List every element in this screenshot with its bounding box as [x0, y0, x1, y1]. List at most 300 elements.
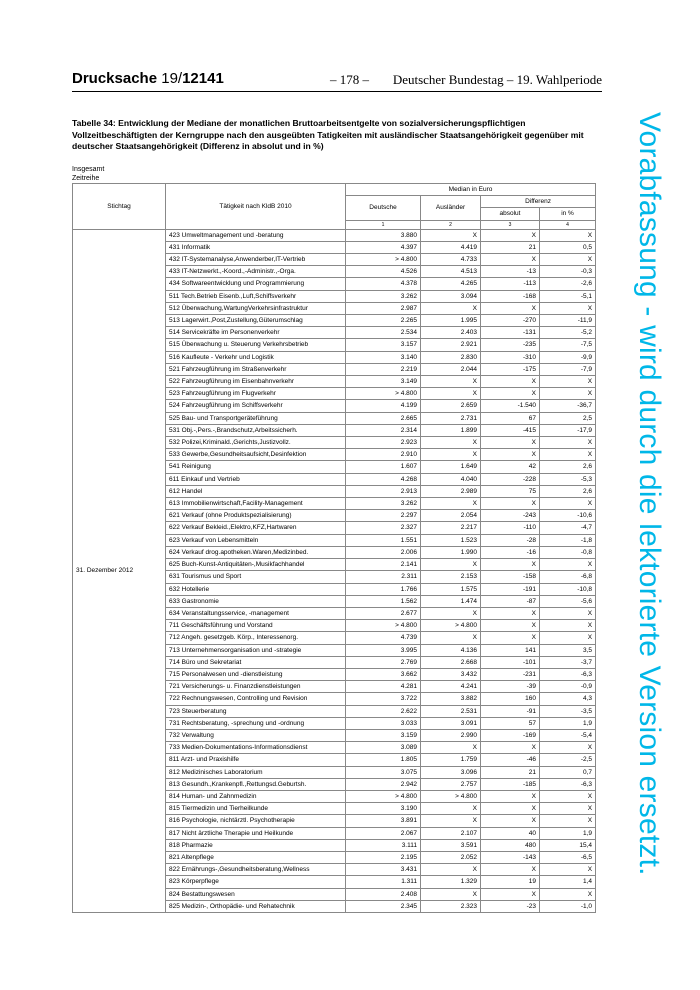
- taetigkeit-cell: 613 Immobilienwirtschaft,Facility-Management: [166, 498, 346, 510]
- auslaender-cell: X: [421, 607, 481, 619]
- taetigkeit-cell: 624 Verkauf drog.apotheken.Waren,Medizinbed.: [166, 546, 346, 558]
- auslaender-cell: 1.995: [421, 315, 481, 327]
- prozent-cell: 0,5: [540, 241, 596, 253]
- table-title: Tabelle 34: Entwicklung der Mediane der monatlichen Bruttoarbeitsentgelte von sozialversicherungspflichtigen Vollzeitbeschäftigten der Kerngruppe nach den ausgeübten Tatigkeiten mit ausländischer Staatsangehörigkeit gegenüber mit deutscher Staatsangehörigkeit (Differenz in absolut und in %): [72, 118, 584, 151]
- deutsche-cell: 3.111: [346, 839, 421, 851]
- document-number: [72, 70, 224, 87]
- absolut-cell: X: [481, 790, 540, 802]
- absolut-cell: -131: [481, 327, 540, 339]
- deutsche-cell: 3.149: [346, 376, 421, 388]
- taetigkeit-cell: 515 Überwachung u. Steuerung Verkehrsbetrieb: [166, 339, 346, 351]
- absolut-cell: 42: [481, 461, 540, 473]
- taetigkeit-cell: 623 Verkauf von Lebensmitteln: [166, 534, 346, 546]
- prozent-cell: -5,4: [540, 729, 596, 741]
- absolut-cell: X: [481, 815, 540, 827]
- deutsche-cell: 3.262: [346, 290, 421, 302]
- col-auslaender: Ausländer: [421, 196, 481, 220]
- prozent-cell: -10,6: [540, 510, 596, 522]
- page-number: – 178 –: [330, 72, 369, 87]
- prozent-cell: -6,3: [540, 778, 596, 790]
- deutsche-cell: 3.157: [346, 339, 421, 351]
- deutsche-cell: 2.622: [346, 705, 421, 717]
- taetigkeit-cell: 525 Bau- und Transportgeräteführung: [166, 412, 346, 424]
- taetigkeit-cell: 622 Verkauf Bekleid.,Elektro,KFZ,Hartwaren: [166, 522, 346, 534]
- prozent-cell: X: [540, 229, 596, 241]
- prozent-cell: -2,5: [540, 754, 596, 766]
- absolut-cell: 480: [481, 839, 540, 851]
- auslaender-cell: 1.523: [421, 534, 481, 546]
- col-number-4: 4: [540, 220, 596, 229]
- deutsche-cell: 3.140: [346, 351, 421, 363]
- deutsche-cell: 3.880: [346, 229, 421, 241]
- auslaender-cell: 3.096: [421, 766, 481, 778]
- prozent-cell: -0,9: [540, 681, 596, 693]
- taetigkeit-cell: 816 Psychologie, nichtärztl. Psychotherapie: [166, 815, 346, 827]
- prozent-cell: -9,9: [540, 351, 596, 363]
- draft-watermark: [630, 112, 685, 902]
- auslaender-cell: 2.044: [421, 363, 481, 375]
- prozent-cell: X: [540, 815, 596, 827]
- col-differenz: Differenz: [481, 196, 596, 208]
- deutsche-cell: 2.314: [346, 424, 421, 436]
- deutsche-cell: 2.067: [346, 827, 421, 839]
- deutsche-cell: 1.607: [346, 461, 421, 473]
- deutsche-cell: 3.431: [346, 864, 421, 876]
- absolut-cell: -39: [481, 681, 540, 693]
- absolut-cell: -91: [481, 705, 540, 717]
- taetigkeit-cell: 731 Rechtsberatung, -sprechung und -ordnung: [166, 717, 346, 729]
- prozent-cell: X: [540, 388, 596, 400]
- taetigkeit-cell: 813 Gesundh.,Krankenpfl.,Rettungsd.Geburtsh.: [166, 778, 346, 790]
- auslaender-cell: X: [421, 742, 481, 754]
- prozent-cell: X: [540, 620, 596, 632]
- auslaender-cell: 2.830: [421, 351, 481, 363]
- absolut-cell: -23: [481, 900, 540, 912]
- auslaender-cell: X: [421, 803, 481, 815]
- absolut-cell: X: [481, 803, 540, 815]
- auslaender-cell: X: [421, 888, 481, 900]
- auslaender-cell: X: [421, 388, 481, 400]
- col-absolut: absolut: [481, 208, 540, 220]
- taetigkeit-cell: 714 Büro und Sekretariat: [166, 656, 346, 668]
- deutsche-cell: 2.006: [346, 546, 421, 558]
- deutsche-cell: 2.769: [346, 656, 421, 668]
- deutsche-cell: 4.397: [346, 241, 421, 253]
- deutsche-cell: 3.190: [346, 803, 421, 815]
- meta-insgesamt: Insgesamt: [72, 166, 105, 173]
- taetigkeit-cell: 516 Kaufleute - Verkehr und Logistik: [166, 351, 346, 363]
- absolut-cell: -110: [481, 522, 540, 534]
- absolut-cell: X: [481, 254, 540, 266]
- auslaender-cell: 4.241: [421, 681, 481, 693]
- prozent-cell: 15,4: [540, 839, 596, 851]
- auslaender-cell: 1.899: [421, 424, 481, 436]
- absolut-cell: -235: [481, 339, 540, 351]
- auslaender-cell: 2.990: [421, 729, 481, 741]
- taetigkeit-cell: 522 Fahrzeugführung im Eisenbahnverkehr: [166, 376, 346, 388]
- auslaender-cell: 3.432: [421, 668, 481, 680]
- taetigkeit-cell: 512 Überwachung,WartungVerkehrsinfrastruktur: [166, 302, 346, 314]
- header-rule: [72, 91, 602, 92]
- taetigkeit-cell: 818 Pharmazie: [166, 839, 346, 851]
- taetigkeit-cell: 625 Buch-Kunst-Antiquitäten-,Musikfachhandel: [166, 559, 346, 571]
- prozent-cell: -6,5: [540, 851, 596, 863]
- data-table: [72, 183, 596, 913]
- prozent-cell: 1,4: [540, 876, 596, 888]
- auslaender-cell: 2.989: [421, 485, 481, 497]
- page-header: [72, 70, 602, 92]
- absolut-cell: X: [481, 888, 540, 900]
- absolut-cell: X: [481, 607, 540, 619]
- taetigkeit-cell: 511 Tech.Betrieb Eisenb.,Luft,Schiffsverkehr: [166, 290, 346, 302]
- auslaender-cell: > 4.800: [421, 620, 481, 632]
- prozent-cell: -5,6: [540, 595, 596, 607]
- deutsche-cell: 4.268: [346, 473, 421, 485]
- taetigkeit-cell: 631 Tourismus und Sport: [166, 571, 346, 583]
- absolut-cell: 57: [481, 717, 540, 729]
- taetigkeit-cell: 621 Verkauf (ohne Produktspezialisierung): [166, 510, 346, 522]
- prozent-cell: 1,9: [540, 827, 596, 839]
- absolut-cell: -113: [481, 278, 540, 290]
- prozent-cell: X: [540, 498, 596, 510]
- taetigkeit-cell: 523 Fahrzeugführung im Flugverkehr: [166, 388, 346, 400]
- absolut-cell: 75: [481, 485, 540, 497]
- auslaender-cell: 1.759: [421, 754, 481, 766]
- absolut-cell: -185: [481, 778, 540, 790]
- prozent-cell: -3,7: [540, 656, 596, 668]
- auslaender-cell: 2.531: [421, 705, 481, 717]
- taetigkeit-cell: 532 Polizei,Kriminald.,Gerichts,Justizvollz.: [166, 437, 346, 449]
- auslaender-cell: 4.419: [421, 241, 481, 253]
- deutsche-cell: 1.805: [346, 754, 421, 766]
- auslaender-cell: X: [421, 437, 481, 449]
- absolut-cell: X: [481, 376, 540, 388]
- absolut-cell: X: [481, 229, 540, 241]
- deutsche-cell: 3.995: [346, 644, 421, 656]
- auslaender-cell: X: [421, 302, 481, 314]
- auslaender-cell: 4.733: [421, 254, 481, 266]
- deutsche-cell: 3.722: [346, 693, 421, 705]
- auslaender-cell: X: [421, 864, 481, 876]
- absolut-cell: X: [481, 449, 540, 461]
- deutsche-cell: 3.891: [346, 815, 421, 827]
- absolut-cell: -168: [481, 290, 540, 302]
- taetigkeit-cell: 431 Informatik: [166, 241, 346, 253]
- deutsche-cell: 3.159: [346, 729, 421, 741]
- draft-watermark-text: Vorabfassung - wird durch die lektorierte Version ersetzt.: [633, 112, 666, 876]
- deutsche-cell: 4.281: [346, 681, 421, 693]
- deutsche-cell: 2.345: [346, 900, 421, 912]
- col-number-3: 3: [481, 220, 540, 229]
- absolut-cell: X: [481, 620, 540, 632]
- taetigkeit-cell: 811 Arzt- und Praxishilfe: [166, 754, 346, 766]
- absolut-cell: -169: [481, 729, 540, 741]
- auslaender-cell: > 4.800: [421, 790, 481, 802]
- taetigkeit-cell: 732 Verwaltung: [166, 729, 346, 741]
- auslaender-cell: X: [421, 632, 481, 644]
- absolut-cell: -191: [481, 583, 540, 595]
- deutsche-cell: 1.551: [346, 534, 421, 546]
- absolut-cell: X: [481, 632, 540, 644]
- taetigkeit-cell: 632 Hotellerie: [166, 583, 346, 595]
- table-row: [73, 229, 596, 241]
- auslaender-cell: 2.757: [421, 778, 481, 790]
- absolut-cell: X: [481, 302, 540, 314]
- prozent-cell: X: [540, 803, 596, 815]
- auslaender-cell: 2.731: [421, 412, 481, 424]
- prozent-cell: -1,8: [540, 534, 596, 546]
- col-taetigkeit: Tätigkeit nach KldB 2010: [166, 184, 346, 230]
- taetigkeit-cell: 713 Unternehmensorganisation und -strategie: [166, 644, 346, 656]
- deutsche-cell: 2.987: [346, 302, 421, 314]
- absolut-cell: 141: [481, 644, 540, 656]
- taetigkeit-cell: 611 Einkauf und Vertrieb: [166, 473, 346, 485]
- prozent-cell: 0,7: [540, 766, 596, 778]
- taetigkeit-cell: 513 Lagerwirt.,Post,Zustellung,Güterumschlag: [166, 315, 346, 327]
- absolut-cell: -231: [481, 668, 540, 680]
- prozent-cell: -7,9: [540, 363, 596, 375]
- stichtag-cell: 31. Dezember 2012: [73, 229, 166, 912]
- taetigkeit-cell: 821 Altenpflege: [166, 851, 346, 863]
- absolut-cell: 21: [481, 766, 540, 778]
- absolut-cell: 160: [481, 693, 540, 705]
- taetigkeit-cell: 721 Versicherungs- u. Finanzdienstleistungen: [166, 681, 346, 693]
- taetigkeit-cell: 524 Fahrzeugführung im Schiffsverkehr: [166, 400, 346, 412]
- auslaender-cell: 3.882: [421, 693, 481, 705]
- absolut-cell: -243: [481, 510, 540, 522]
- prozent-cell: X: [540, 376, 596, 388]
- deutsche-cell: 4.739: [346, 632, 421, 644]
- auslaender-cell: 2.323: [421, 900, 481, 912]
- session-label: 19/: [161, 70, 183, 87]
- taetigkeit-cell: 541 Reinigung: [166, 461, 346, 473]
- auslaender-cell: X: [421, 498, 481, 510]
- auslaender-cell: 2.217: [421, 522, 481, 534]
- auslaender-cell: 1.649: [421, 461, 481, 473]
- deutsche-cell: > 4.800: [346, 620, 421, 632]
- absolut-cell: X: [481, 742, 540, 754]
- taetigkeit-cell: 533 Gewerbe,Gesundheitsaufsicht,Desinfektion: [166, 449, 346, 461]
- taetigkeit-cell: 815 Tiermedizin und Tierheilkunde: [166, 803, 346, 815]
- absolut-cell: -16: [481, 546, 540, 558]
- auslaender-cell: 4.513: [421, 266, 481, 278]
- auslaender-cell: 2.668: [421, 656, 481, 668]
- auslaender-cell: 4.265: [421, 278, 481, 290]
- prozent-cell: X: [540, 888, 596, 900]
- auslaender-cell: 2.054: [421, 510, 481, 522]
- taetigkeit-cell: 812 Medizinisches Laboratorium: [166, 766, 346, 778]
- auslaender-cell: 2.921: [421, 339, 481, 351]
- auslaender-cell: X: [421, 449, 481, 461]
- taetigkeit-cell: 712 Angeh. gesetzgeb. Körp., Interessenorg.: [166, 632, 346, 644]
- auslaender-cell: X: [421, 376, 481, 388]
- prozent-cell: 2,6: [540, 461, 596, 473]
- auslaender-cell: 3.591: [421, 839, 481, 851]
- deutsche-cell: 2.219: [346, 363, 421, 375]
- deutsche-cell: 2.141: [346, 559, 421, 571]
- deutsche-cell: 2.534: [346, 327, 421, 339]
- taetigkeit-cell: 633 Gastronomie: [166, 595, 346, 607]
- deutsche-cell: 4.526: [346, 266, 421, 278]
- taetigkeit-cell: 514 Servicekräfte im Personenverkehr: [166, 327, 346, 339]
- prozent-cell: X: [540, 559, 596, 571]
- taetigkeit-cell: 612 Handel: [166, 485, 346, 497]
- deutsche-cell: 2.942: [346, 778, 421, 790]
- absolut-cell: -415: [481, 424, 540, 436]
- deutsche-cell: 2.408: [346, 888, 421, 900]
- deutsche-cell: > 4.800: [346, 790, 421, 802]
- deutsche-cell: 2.297: [346, 510, 421, 522]
- deutsche-cell: 2.311: [346, 571, 421, 583]
- deutsche-cell: 2.195: [346, 851, 421, 863]
- taetigkeit-cell: 817 Nicht ärztliche Therapie und Heilkunde: [166, 827, 346, 839]
- deutsche-cell: 2.665: [346, 412, 421, 424]
- deutsche-cell: 3.033: [346, 717, 421, 729]
- prozent-cell: 1,9: [540, 717, 596, 729]
- absolut-cell: -270: [481, 315, 540, 327]
- deutsche-cell: 3.075: [346, 766, 421, 778]
- auslaender-cell: 2.659: [421, 400, 481, 412]
- auslaender-cell: 3.091: [421, 717, 481, 729]
- col-number-1: 1: [346, 220, 421, 229]
- prozent-cell: -7,5: [540, 339, 596, 351]
- deutsche-cell: 1.562: [346, 595, 421, 607]
- prozent-cell: 4,3: [540, 693, 596, 705]
- absolut-cell: 19: [481, 876, 540, 888]
- prozent-cell: X: [540, 864, 596, 876]
- taetigkeit-cell: 433 IT-Netzwerkt.,-Koord.,-Administr.,-Orga.: [166, 266, 346, 278]
- auslaender-cell: 4.040: [421, 473, 481, 485]
- prozent-cell: X: [540, 790, 596, 802]
- auslaender-cell: 1.575: [421, 583, 481, 595]
- deutsche-cell: 2.913: [346, 485, 421, 497]
- taetigkeit-cell: 423 Umweltmanagement und -beratung: [166, 229, 346, 241]
- taetigkeit-cell: 634 Veranstaltungsservice, -management: [166, 607, 346, 619]
- absolut-cell: -1.540: [481, 400, 540, 412]
- auslaender-cell: 1.990: [421, 546, 481, 558]
- auslaender-cell: X: [421, 559, 481, 571]
- taetigkeit-cell: 824 Bestattungswesen: [166, 888, 346, 900]
- deutsche-cell: 3.262: [346, 498, 421, 510]
- prozent-cell: -5,2: [540, 327, 596, 339]
- prozent-cell: -6,3: [540, 668, 596, 680]
- taetigkeit-cell: 531 Obj.-,Pers.-,Brandschutz,Arbeitssicherh.: [166, 424, 346, 436]
- prozent-cell: -1,0: [540, 900, 596, 912]
- col-prozent: in %: [540, 208, 596, 220]
- prozent-cell: 3,5: [540, 644, 596, 656]
- auslaender-cell: 2.107: [421, 827, 481, 839]
- prozent-cell: -0,3: [540, 266, 596, 278]
- absolut-cell: -87: [481, 595, 540, 607]
- auslaender-cell: 4.136: [421, 644, 481, 656]
- absolut-cell: -28: [481, 534, 540, 546]
- absolut-cell: 67: [481, 412, 540, 424]
- taetigkeit-cell: 823 Körperpflege: [166, 876, 346, 888]
- taetigkeit-cell: 432 IT-Systemanalyse,Anwenderber,IT-Vertrieb: [166, 254, 346, 266]
- absolut-cell: -101: [481, 656, 540, 668]
- auslaender-cell: 1.329: [421, 876, 481, 888]
- prozent-cell: -17,9: [540, 424, 596, 436]
- deutsche-cell: 1.311: [346, 876, 421, 888]
- absolut-cell: X: [481, 864, 540, 876]
- absolut-cell: -175: [481, 363, 540, 375]
- absolut-cell: 40: [481, 827, 540, 839]
- auslaender-cell: 2.052: [421, 851, 481, 863]
- taetigkeit-cell: 814 Human- und Zahnmedizin: [166, 790, 346, 802]
- col-number-2: 2: [421, 220, 481, 229]
- prozent-cell: -10,8: [540, 583, 596, 595]
- deutsche-cell: 3.089: [346, 742, 421, 754]
- auslaender-cell: X: [421, 229, 481, 241]
- col-median: Median in Euro: [346, 184, 596, 196]
- prozent-cell: -4,7: [540, 522, 596, 534]
- institution-label: Deutscher Bundestag – 19. Wahlperiode: [392, 72, 602, 87]
- taetigkeit-cell: 825 Medizin-, Orthopädie- und Rehatechnik: [166, 900, 346, 912]
- deutsche-cell: > 4.800: [346, 254, 421, 266]
- auslaender-cell: 3.094: [421, 290, 481, 302]
- taetigkeit-cell: 722 Rechnungswesen, Controlling und Revision: [166, 693, 346, 705]
- auslaender-cell: 1.474: [421, 595, 481, 607]
- taetigkeit-cell: 733 Medien-Dokumentations-Informationsdienst: [166, 742, 346, 754]
- prozent-cell: X: [540, 607, 596, 619]
- prozent-cell: -5,1: [540, 290, 596, 302]
- prozent-cell: -3,5: [540, 705, 596, 717]
- prozent-cell: X: [540, 302, 596, 314]
- absolut-cell: X: [481, 498, 540, 510]
- deutsche-cell: 2.910: [346, 449, 421, 461]
- deutsche-cell: 2.923: [346, 437, 421, 449]
- deutsche-cell: 4.199: [346, 400, 421, 412]
- taetigkeit-cell: 715 Personalwesen und -dienstleistung: [166, 668, 346, 680]
- doc-type-label: Drucksache: [72, 70, 158, 87]
- taetigkeit-cell: 822 Ernährungs-,Gesundheitsberatung,Wellness: [166, 864, 346, 876]
- drucksache-number: 12141: [182, 70, 224, 87]
- prozent-cell: X: [540, 437, 596, 449]
- prozent-cell: X: [540, 254, 596, 266]
- deutsche-cell: 2.265: [346, 315, 421, 327]
- auslaender-cell: 2.153: [421, 571, 481, 583]
- deutsche-cell: 1.766: [346, 583, 421, 595]
- prozent-cell: -6,8: [540, 571, 596, 583]
- prozent-cell: 2,5: [540, 412, 596, 424]
- absolut-cell: 21: [481, 241, 540, 253]
- taetigkeit-cell: 723 Steuerberatung: [166, 705, 346, 717]
- prozent-cell: -5,3: [540, 473, 596, 485]
- prozent-cell: X: [540, 742, 596, 754]
- taetigkeit-cell: 521 Fahrzeugführung im Straßenverkehr: [166, 363, 346, 375]
- auslaender-cell: X: [421, 815, 481, 827]
- prozent-cell: X: [540, 632, 596, 644]
- absolut-cell: -46: [481, 754, 540, 766]
- taetigkeit-cell: 711 Geschäftsführung und Vorstand: [166, 620, 346, 632]
- deutsche-cell: 2.327: [346, 522, 421, 534]
- prozent-cell: -2,6: [540, 278, 596, 290]
- meta-zeitreihe: Zeitreihe: [72, 175, 100, 182]
- deutsche-cell: 4.378: [346, 278, 421, 290]
- header-row-1: [73, 184, 596, 196]
- prozent-cell: -11,9: [540, 315, 596, 327]
- deutsche-cell: > 4.800: [346, 388, 421, 400]
- absolut-cell: X: [481, 437, 540, 449]
- prozent-cell: 2,6: [540, 485, 596, 497]
- col-deutsche: Deutsche: [346, 196, 421, 220]
- prozent-cell: X: [540, 449, 596, 461]
- absolut-cell: -310: [481, 351, 540, 363]
- deutsche-cell: 3.662: [346, 668, 421, 680]
- taetigkeit-cell: 434 Softwareentwicklung und Programmierung: [166, 278, 346, 290]
- deutsche-cell: 2.677: [346, 607, 421, 619]
- absolut-cell: -228: [481, 473, 540, 485]
